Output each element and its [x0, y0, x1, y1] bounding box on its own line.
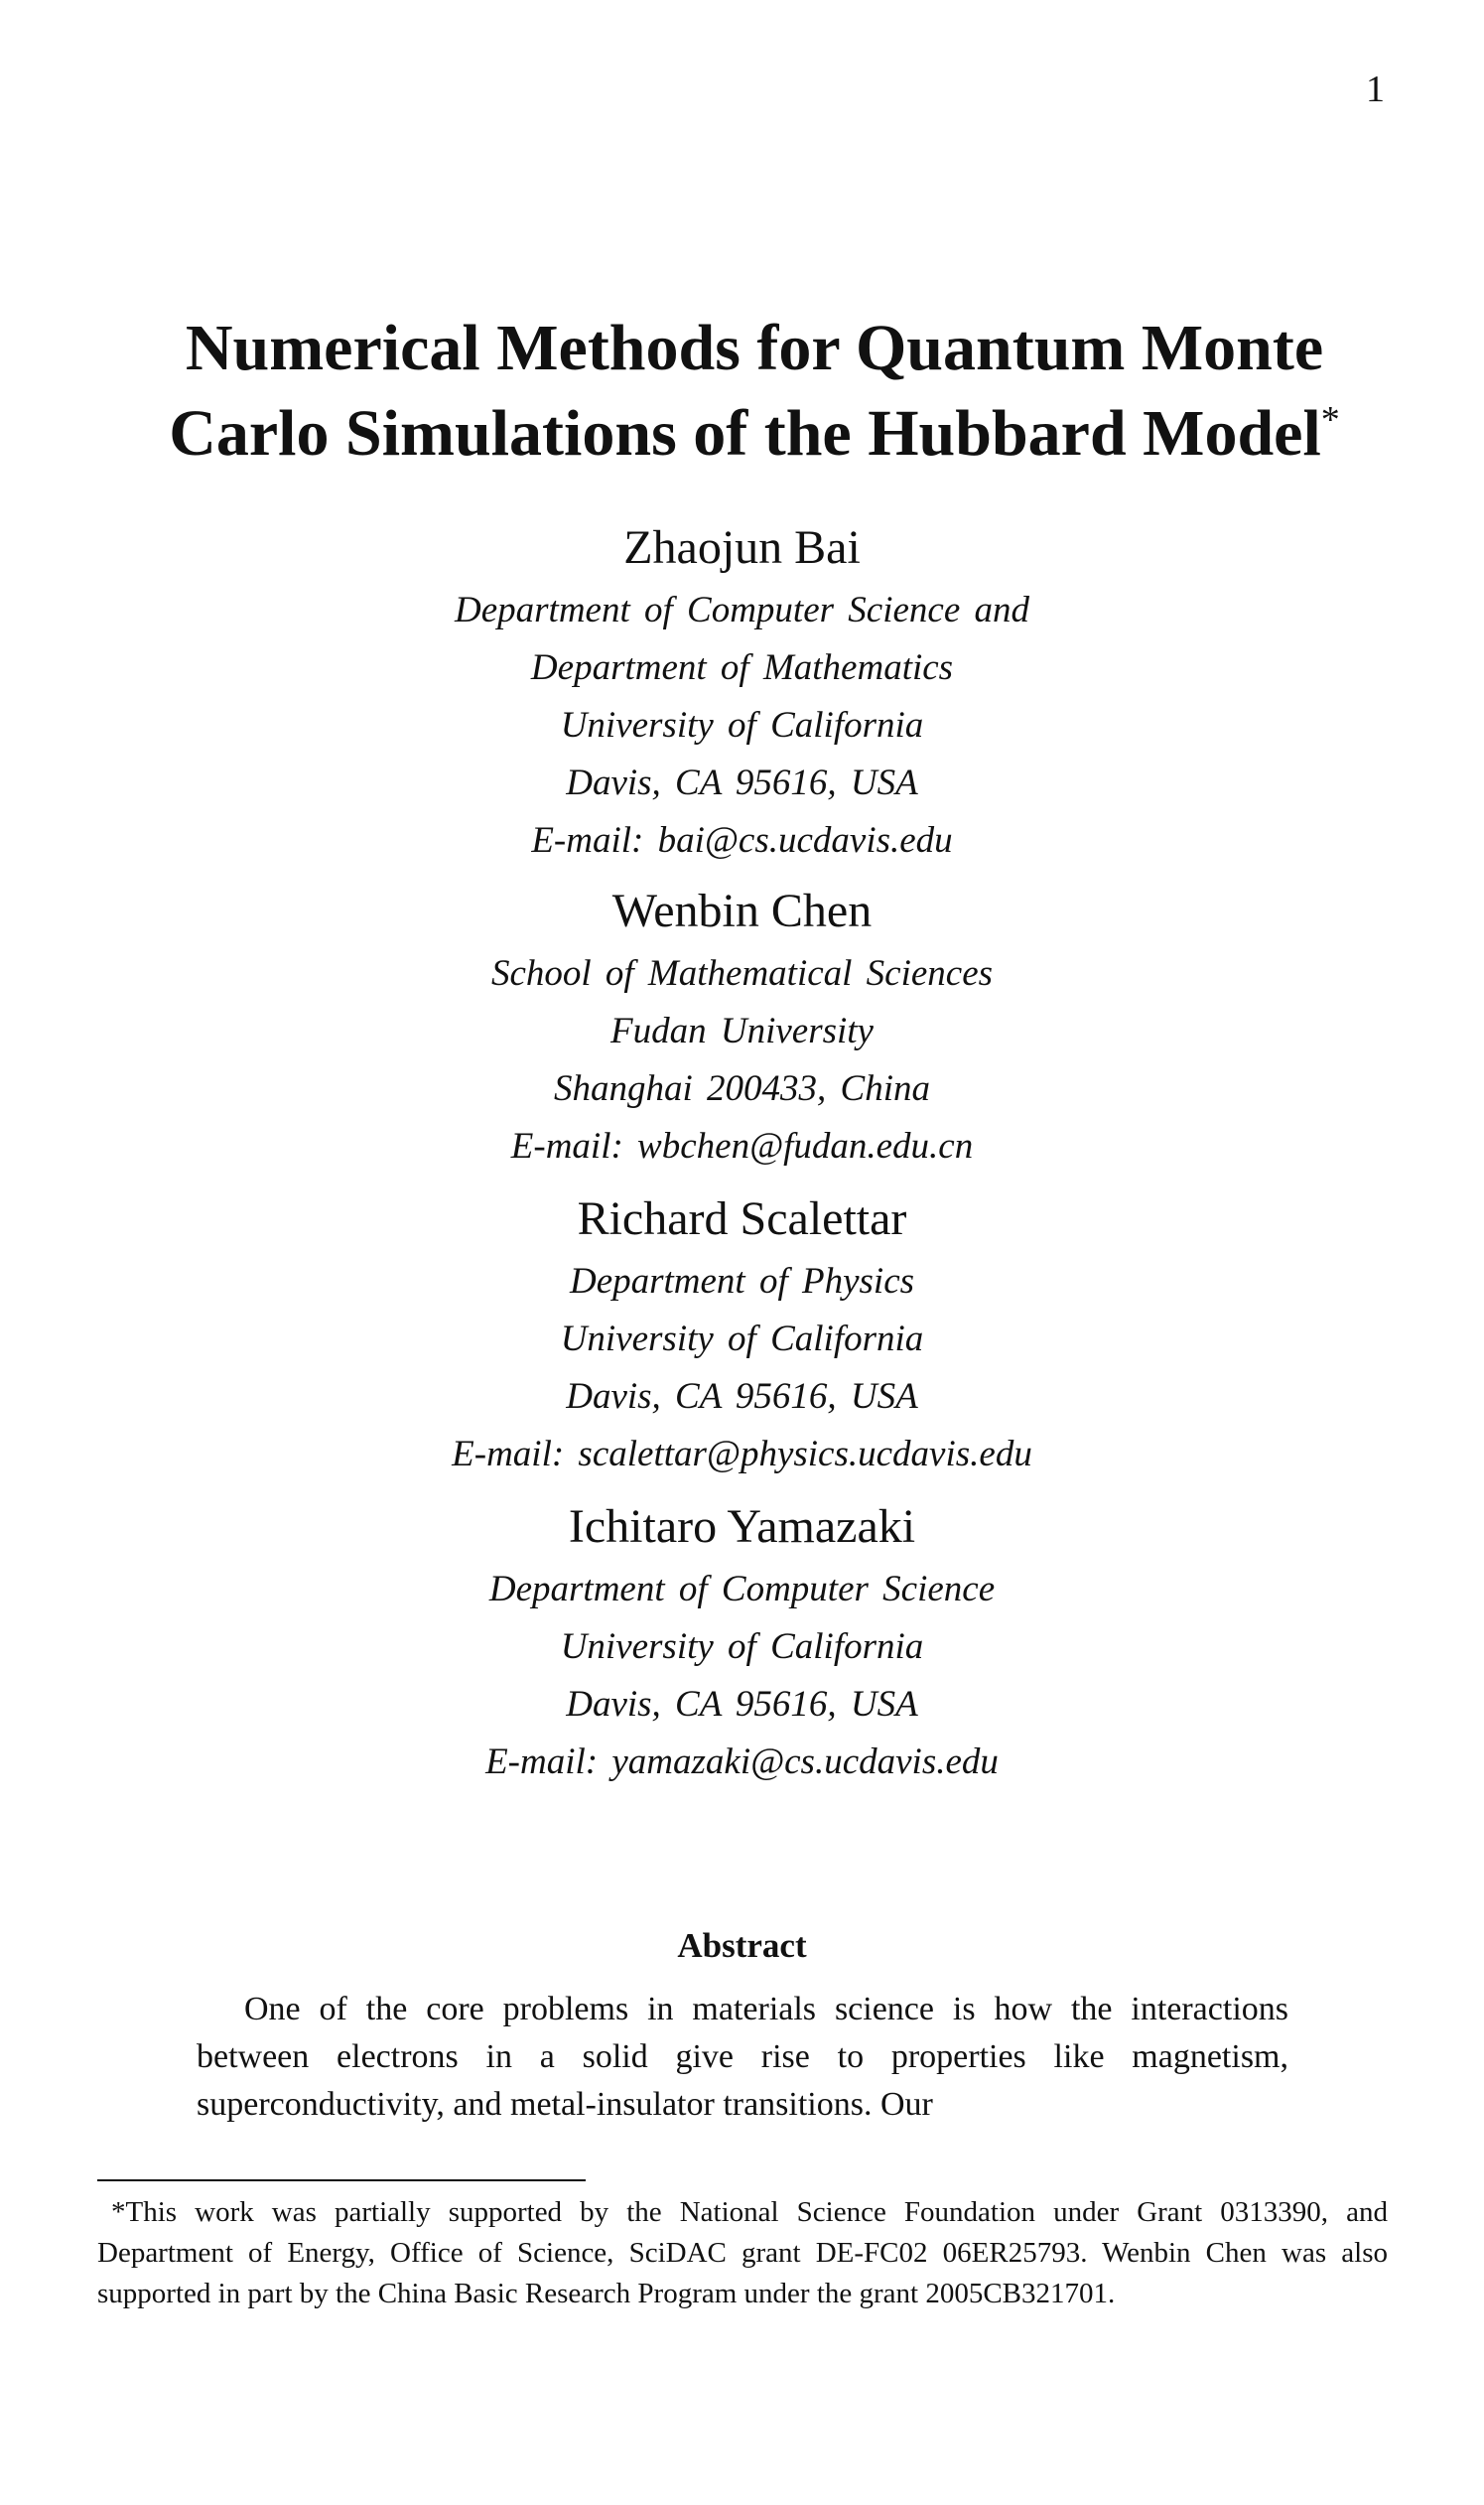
- affiliation-line: Department of Computer Science and: [455, 590, 1029, 630]
- paper-title: [139, 306, 1370, 477]
- author-email: E-mail: wbchen@fudan.edu.cn: [510, 1126, 974, 1167]
- page-number: 1: [1366, 69, 1385, 110]
- title-line-2: [139, 391, 1370, 477]
- affiliation-line: Davis, CA 95616, USA: [566, 1684, 918, 1725]
- affiliation-line: Department of Computer Science: [488, 1569, 996, 1609]
- author-email: E-mail: yamazaki@cs.ucdavis.edu: [485, 1741, 999, 1782]
- footnote-divider: [97, 2179, 586, 2181]
- abstract-heading: Abstract: [677, 1926, 807, 1965]
- author-name: Ichitaro Yamazaki: [568, 1500, 916, 1553]
- affiliation-line: Department of Physics: [569, 1261, 915, 1302]
- author-block-chen: [0, 878, 1484, 1176]
- author-email: E-mail: bai@cs.ucdavis.edu: [531, 820, 953, 861]
- affiliation-line: Department of Mathematics: [530, 647, 954, 688]
- affiliation-line: School of Mathematical Sciences: [490, 953, 994, 994]
- author-email: E-mail: scalettar@physics.ucdavis.edu: [452, 1434, 1032, 1474]
- abstract-text: One of the core problems in materials science is how the interactions between electrons in a solid give rise to properties like magnetism, superconductivity, and metal-insulator transitions. Our: [197, 1991, 1288, 2123]
- affiliation-line: University of California: [560, 1626, 924, 1667]
- author-name: Richard Scalettar: [577, 1192, 907, 1245]
- title-footnote-mark: *: [1320, 399, 1340, 441]
- author-block-yamazaki: [0, 1493, 1484, 1791]
- affiliation-line: Davis, CA 95616, USA: [566, 763, 918, 803]
- author-block-bai: [0, 514, 1484, 870]
- author-block-scalettar: [0, 1185, 1484, 1483]
- funding-footnote: *This work was partially supported by the National Science Foundation under Grant 0313390, and Department of Energy, Office of Science, SciDAC grant DE-FC02 06ER25793. Wenbin Chen was also supported in part by the China Basic Research Program under the grant 2005CB321701.: [97, 2196, 1388, 2309]
- affiliation-line: Davis, CA 95616, USA: [566, 1376, 918, 1417]
- title-line-1: Numerical Methods for Quantum Monte: [185, 312, 1324, 384]
- affiliation-line: University of California: [560, 705, 924, 746]
- affiliation-line: Shanghai 200433, China: [554, 1068, 930, 1109]
- author-name: Wenbin Chen: [611, 885, 873, 937]
- author-name: Zhaojun Bai: [623, 521, 861, 574]
- affiliation-line: Fudan University: [610, 1011, 874, 1051]
- affiliation-line: University of California: [560, 1319, 924, 1359]
- title-line-2-text: Carlo Simulations of the Hubbard Model: [169, 397, 1321, 470]
- author-list: [0, 514, 1484, 1801]
